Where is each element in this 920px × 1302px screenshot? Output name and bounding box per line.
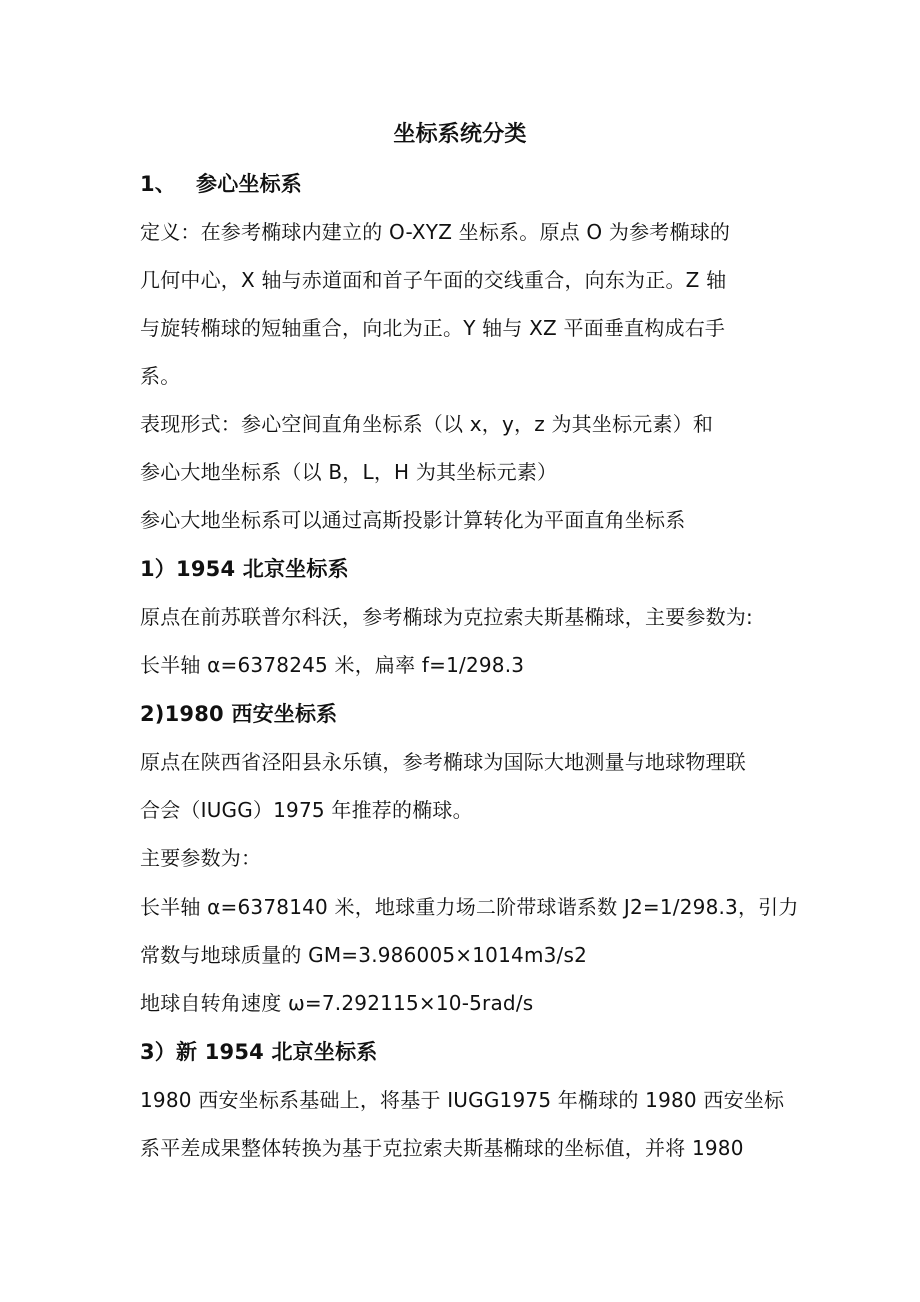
paragraph-line: 与旋转椭球的短轴重合，向北为正。Y 轴与 XZ 平面垂直构成右手 [140, 316, 726, 340]
subsection-heading-xian-1980: 2)1980 西安坐标系 [140, 702, 338, 726]
paragraph-line: 常数与地球质量的 GM=3.986005×1014m3/s2 [140, 943, 588, 967]
paragraph-line: 合会（IUGG）1975 年推荐的椭球。 [140, 798, 473, 822]
section-heading-1 [140, 170, 790, 198]
paragraph-line: 1980 西安坐标系基础上，将基于 IUGG1975 年椭球的 1980 西安坐标 [140, 1088, 785, 1112]
subsection-heading-beijing-1954: 1）1954 北京坐标系 [140, 557, 349, 581]
paragraph-line: 原点在陕西省泾阳县永乐镇，参考椭球为国际大地测量与地球物理联 [140, 750, 746, 774]
paragraph-line: 表现形式：参心空间直角坐标系（以 x，y，z 为其坐标元素）和 [140, 412, 714, 436]
paragraph-line: 长半轴 α=6378140 米，地球重力场二阶带球谐系数 J2=1/298.3，引力 [140, 895, 799, 919]
paragraph-line: 系。 [140, 364, 181, 388]
page-title: 坐标系统分类 [393, 122, 527, 147]
paragraph-line: 几何中心，X 轴与赤道面和首子午面的交线重合，向东为正。Z 轴 [140, 268, 727, 292]
section-number: 1、 [140, 172, 177, 196]
subsection-heading-new-beijing-1954: 3）新 1954 北京坐标系 [140, 1040, 378, 1064]
paragraph-line: 定义：在参考椭球内建立的 O-XYZ 坐标系。原点 O 为参考椭球的 [140, 220, 731, 244]
paragraph-line: 参心大地坐标系（以 B，L，H 为其坐标元素） [140, 460, 558, 484]
paragraph-line: 主要参数为： [140, 846, 262, 870]
section-heading-text: 参心坐标系 [196, 172, 302, 196]
paragraph-line: 参心大地坐标系可以通过高斯投影计算转化为平面直角坐标系 [140, 508, 686, 532]
paragraph-line: 原点在前苏联普尔科沃，参考椭球为克拉索夫斯基椭球，主要参数为: [140, 605, 753, 629]
paragraph-line: 长半轴 α=6378245 米，扁率 f=1/298.3 [140, 653, 525, 677]
paragraph-line: 地球自转角速度 ω=7.292115×10-5rad/s [140, 991, 534, 1015]
paragraph-line: 系平差成果整体转换为基于克拉索夫斯基椭球的坐标值，并将 1980 [140, 1136, 744, 1160]
